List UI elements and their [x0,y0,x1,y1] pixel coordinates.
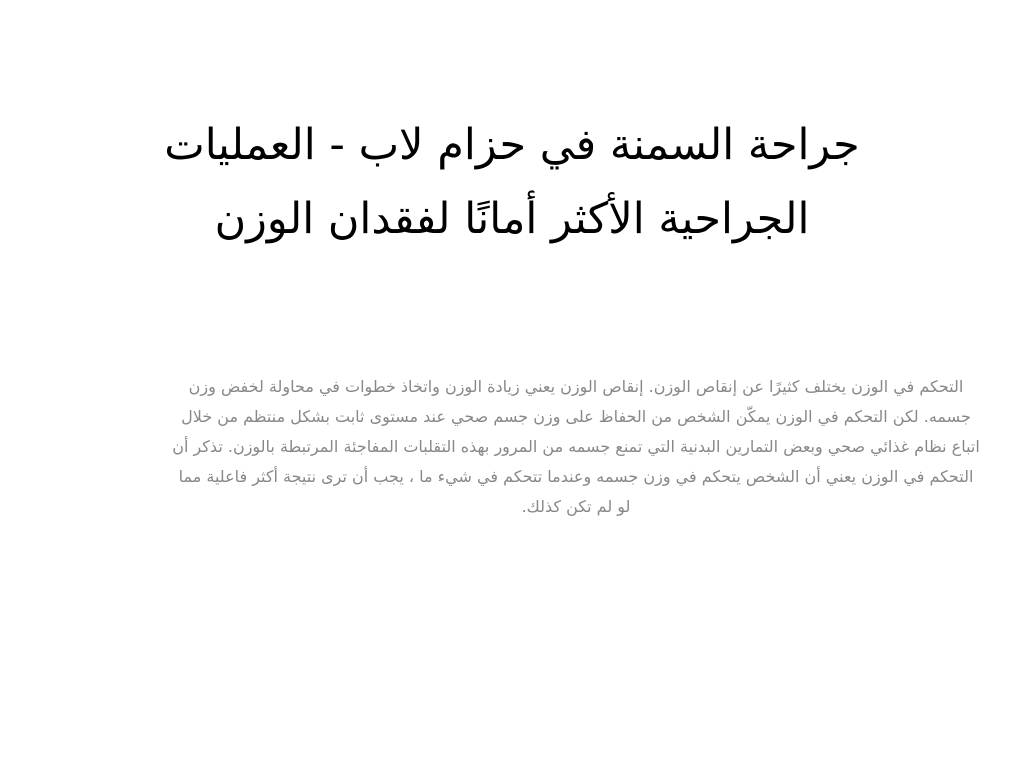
slide-body-text: التحكم في الوزن يختلف كثيرًا عن إنقاص الوزن. إنقاص الوزن يعني زيادة الوزن واتخاذ خطوات في محاولة لخفض وزن جسمه. لكن التحكم في الوزن يمكّن الشخص من الحفاظ على وزن جسم صحي عند مستوى ثابت بشكل منتظم من خلال اتباع نظام غذائي صحي وبعض التمارين البدنية التي تمنع جسمه من المرور بهذه التقلبات المفاجئة المرتبطة بالوزن. تذكر أن التحكم في الوزن يعني أن الشخص يتحكم في وزن جسمه وعندما تتحكم في شيء ما ، يجب أن ترى نتيجة أكثر فاعلية مما لو لم تكن كذلك. [172,377,980,516]
slide-title: جراحة السمنة في حزام لاب - العمليات الجراحية الأكثر أمانًا لفقدان الوزن [164,120,860,244]
